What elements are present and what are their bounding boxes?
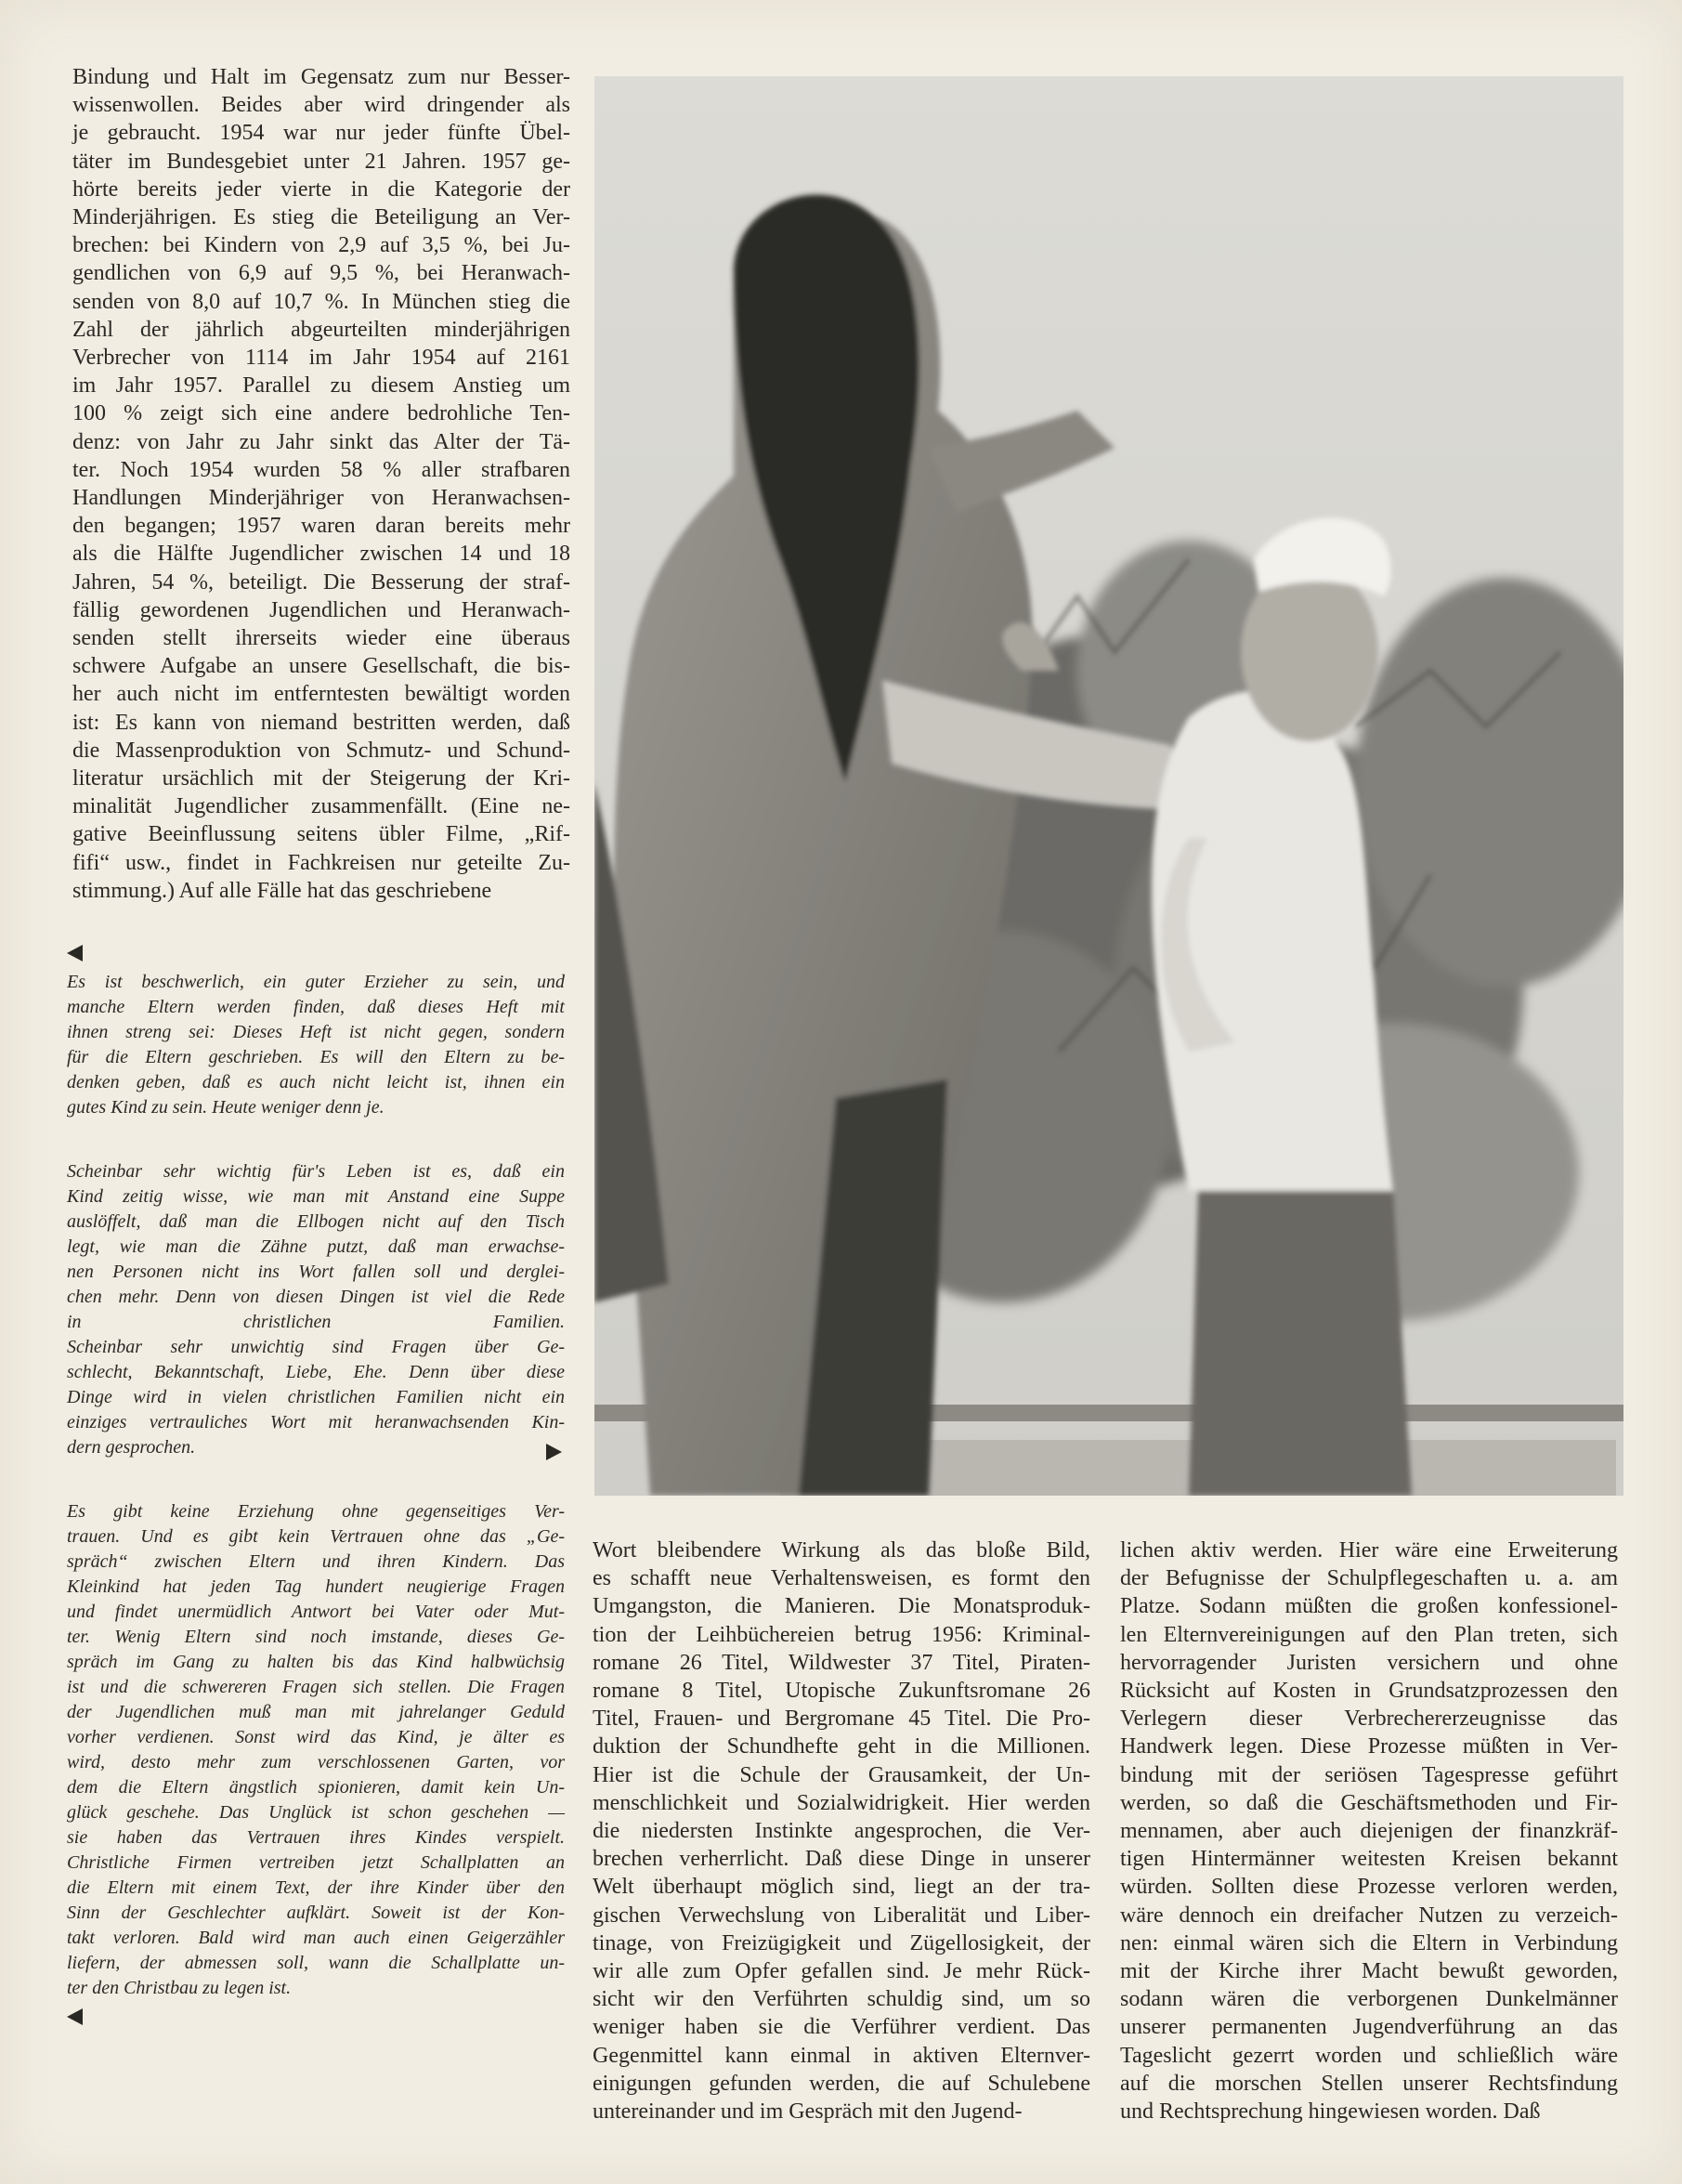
- text-line: Platze. Sodann müßten die großen konfessionel-: [1120, 1594, 1618, 1619]
- text-line: der Befugnisse der Schulpflegeschaften u. a. am: [1120, 1566, 1618, 1591]
- text-line: ter. Wenig Eltern sind noch imstande, dieses Ge-: [67, 1627, 565, 1647]
- text-line: den begangen; 1957 waren daran bereits mehr: [72, 514, 570, 539]
- text-line: Gegenmittel kann einmal in aktiven Elternver-: [593, 2043, 1090, 2068]
- text-line: menschlichkeit und Sozialwidrigkeit. Hier werden: [593, 1790, 1090, 1815]
- text-line: Handwerk legen. Diese Prozesse müßten in Ver-: [1120, 1734, 1618, 1759]
- text-line: unserer permanenten Jugendverführung an das: [1120, 2015, 1618, 2040]
- text-line: manche Eltern werden finden, daß dieses Heft mit: [67, 997, 565, 1017]
- text-line: wird, desto mehr zum verschlossenen Garten, vor: [67, 1752, 565, 1772]
- text-line: Sinn der Geschlechter aufklärt. Soweit ist der Kon-: [67, 1903, 565, 1923]
- text-line: trauen. Und es gibt kein Vertrauen ohne das „Ge-: [67, 1526, 565, 1547]
- text-line: im Jahr 1957. Parallel zu diesem Anstieg um: [72, 373, 570, 399]
- text-line: und findet unermüdlich Antwort bei Vater oder Mut-: [67, 1602, 565, 1622]
- triangle-left-icon: [67, 945, 83, 961]
- text-line: Christliche Firmen vertreiben jetzt Schallplatten an: [67, 1852, 565, 1873]
- text-line: hervorragender Juristen versichern und ohne: [1120, 1650, 1618, 1675]
- text-line: 100 % zeigt sich eine andere bedrohliche Ten-: [72, 401, 570, 426]
- caption-2: [67, 1159, 565, 1460]
- text-line: Tageslicht gezerrt worden und schließlich wäre: [1120, 2043, 1618, 2068]
- text-line: weniger haben sie die Verführer verdient. Das: [593, 2015, 1090, 2040]
- text-line: ter den Christbau zu legen ist.: [67, 1978, 292, 1998]
- text-line: denz: von Jahr zu Jahr sinkt das Alter der Tä-: [72, 429, 570, 454]
- text-line: her auch nicht im entferntesten bewältigt worden: [72, 682, 570, 707]
- text-line: brechen: bei Kindern von 2,9 auf 3,5 %, bei Ju-: [72, 233, 570, 258]
- text-line: Umgangston, die Manieren. Die Monatsproduk-: [593, 1594, 1090, 1619]
- text-line: dem die Eltern ängstlich spionieren, damit kein Un-: [67, 1777, 565, 1798]
- text-line: fällig gewordenen Jugendlichen und Heranwach-: [72, 597, 570, 622]
- text-line: Titel, Frauen- und Bergromane 45 Titel. Die Pro-: [593, 1707, 1090, 1732]
- text-line: in christlichen Familien.: [67, 1312, 565, 1332]
- text-line: literatur ursächlich mit der Steigerung der Kri-: [72, 766, 570, 791]
- text-line: tion der Leihbüchereien betrug 1956: Kriminal-: [593, 1622, 1090, 1647]
- text-line: spräch“ zwischen Eltern und ihren Kindern. Das: [67, 1551, 565, 1572]
- text-line: dern gesprochen.: [67, 1437, 196, 1458]
- text-line: auf die morschen Stellen unserer Rechtsfindung: [1120, 2071, 1618, 2096]
- text-line: Dinge wird in vielen christlichen Familien nicht ein: [67, 1387, 565, 1407]
- text-line: Jahren, 54 %, beteiligt. Die Besserung der straf-: [72, 569, 570, 595]
- text-line: Es gibt keine Erziehung ohne gegenseitiges Ver-: [67, 1501, 565, 1522]
- text-line: sicht wir den Verführten schuldig sind, um so: [593, 1987, 1090, 2012]
- photo-illustration: [594, 76, 1623, 1496]
- photograph-two-teenagers: [594, 76, 1623, 1496]
- text-line: glück geschehe. Das Unglück ist schon geschehen —: [67, 1802, 565, 1823]
- text-line: tinage, von Freizügigkeit und Zügellosigkeit, der: [593, 1930, 1090, 1955]
- text-line: wissenwollen. Beides aber wird dringender als: [72, 93, 570, 118]
- text-line: brechen verherrlicht. Daß diese Dinge in unserer: [593, 1847, 1090, 1872]
- text-line: werden, so daß die Geschäftsmethoden und Fir-: [1120, 1790, 1618, 1815]
- text-line: Hier ist die Schule der Grausamkeit, der Un-: [593, 1762, 1090, 1787]
- text-line: nen: einmal wären sich die Eltern in Verbindung: [1120, 1930, 1618, 1955]
- body-column-middle: [593, 1537, 1090, 2125]
- text-line: takt verloren. Bald wird man auch einen Geigerzähler: [67, 1928, 565, 1948]
- text-line: vorher verdienen. Sonst wird das Kind, je älter es: [67, 1727, 565, 1747]
- text-line: senden von 8,0 auf 10,7 %. In München stieg die: [72, 289, 570, 314]
- text-line: Kleinkind hat jeden Tag hundert neugierige Fragen: [67, 1576, 565, 1597]
- text-line: gischen Verwechslung von Liberalität und Liber-: [593, 1903, 1090, 1928]
- text-line: minalität Jugendlicher zusammenfällt. (Eine ne-: [72, 794, 570, 819]
- text-line: der Jugendlichen muß man mit jahrelanger Geduld: [67, 1702, 565, 1722]
- text-line: mennamen, aber auch diejenigen der finanzkräf-: [1120, 1819, 1618, 1844]
- text-line: als die Hälfte Jugendlicher zwischen 14 und 18: [72, 542, 570, 567]
- text-line: Kind zeitig wisse, wie man mit Anstand eine Suppe: [67, 1186, 565, 1207]
- text-line: romane 8 Titel, Utopische Zukunftsromane 26: [593, 1679, 1090, 1704]
- text-line: sodann wären die verborgenen Dunkelmänner: [1120, 1987, 1618, 2012]
- text-line: Es ist beschwerlich, ein guter Erzieher zu sein, und: [67, 972, 565, 992]
- text-line: legt, wie man die Zähne putzt, daß man erwachse-: [67, 1236, 565, 1257]
- text-line: fifi“ usw., findet in Fachkreisen nur geteilte Zu-: [72, 850, 570, 875]
- text-line: nen Personen nicht ins Wort fallen soll und derglei-: [67, 1262, 565, 1282]
- text-line: einigungen gefunden werden, die auf Schulebene: [593, 2071, 1090, 2096]
- text-line: stimmung.) Auf alle Fälle hat das geschriebene: [72, 878, 492, 903]
- text-line: sie haben das Vertrauen ihres Kindes verspielt.: [67, 1827, 565, 1848]
- text-line: die niedersten Instinkte angesprochen, die Ver-: [593, 1819, 1090, 1844]
- text-line: chen mehr. Denn von diesen Dingen ist viel die Rede: [67, 1287, 565, 1307]
- text-line: wir alle zum Opfer gefallen sind. Je mehr Rück-: [593, 1959, 1090, 1984]
- text-line: hörte bereits jeder vierte in die Kategorie der: [72, 177, 570, 202]
- text-line: für die Eltern geschrieben. Es will den Eltern zu be-: [67, 1047, 565, 1067]
- text-line: Bindung und Halt im Gegensatz zum nur Besser-: [72, 65, 570, 89]
- text-line: wäre dennoch ein dreifacher Nutzen zu verzeich-: [1120, 1903, 1618, 1928]
- text-line: täter im Bundesgebiet unter 21 Jahren. 1957 ge-: [72, 149, 570, 174]
- text-line: auslöffelt, daß man die Ellbogen nicht auf den Tisch: [67, 1211, 565, 1232]
- text-line: Minderjährigen. Es stieg die Beteiligung an Ver-: [72, 205, 570, 230]
- text-line: duktion der Schundhefte geht in die Millionen.: [593, 1734, 1090, 1759]
- text-line: einziges vertrauliches Wort mit heranwachsenden Kin-: [67, 1412, 565, 1432]
- text-line: Rücksicht auf Kosten in Grundsatzprozessen den: [1120, 1679, 1618, 1704]
- text-line: mit der Kirche ihrer Macht bewußt geworden,: [1120, 1959, 1618, 1984]
- text-line: die Eltern mit einem Text, der ihre Kinder über den: [67, 1877, 565, 1898]
- text-line: liefern, der abmessen soll, wann die Schallplatte un-: [67, 1953, 565, 1973]
- text-line: gendlichen von 6,9 auf 9,5 %, bei Heranwach-: [72, 261, 570, 286]
- text-line: ist und die schwereren Fragen sich stellen. Die Fragen: [67, 1677, 565, 1697]
- text-line: ter. Noch 1954 wurden 58 % aller strafbaren: [72, 457, 570, 482]
- text-line: gutes Kind zu sein. Heute weniger denn je.: [67, 1097, 385, 1118]
- text-line: die Massenproduktion von Schmutz- und Schund-: [72, 738, 570, 763]
- text-line: ihnen streng sei: Dieses Heft ist nicht gegen, sondern: [67, 1022, 565, 1042]
- body-column-left: [72, 63, 570, 905]
- text-line: schlecht, Bekanntschaft, Liebe, Ehe. Denn über diese: [67, 1362, 565, 1382]
- text-line: tigen Hintermänner weitesten Kreisen bekannt: [1120, 1847, 1618, 1872]
- text-line: lichen aktiv werden. Hier wäre eine Erweiterung: [1120, 1538, 1618, 1563]
- text-line: gative Beeinflussung seitens übler Filme, „Rif-: [72, 822, 570, 847]
- text-line: und Rechtsprechung hingewiesen worden. Daß: [1120, 2099, 1541, 2125]
- text-line: je gebraucht. 1954 war nur jeder fünfte Übel-: [72, 121, 570, 146]
- caption-1: [67, 970, 565, 1120]
- text-line: Wort bleibendere Wirkung als das bloße Bild,: [593, 1538, 1090, 1563]
- text-line: Verbrecher von 1114 im Jahr 1954 auf 2161: [72, 346, 570, 371]
- text-line: Verlegern dieser Verbrechererzeugnisse das: [1120, 1707, 1618, 1732]
- text-line: bindung mit der seriösen Tagespresse geführt: [1120, 1762, 1618, 1787]
- text-line: senden stellt ihrerseits wieder eine überaus: [72, 626, 570, 651]
- text-line: schwere Aufgabe an unsere Gesellschaft, die bis-: [72, 654, 570, 679]
- text-line: es schafft neue Verhaltensweisen, es formt den: [593, 1566, 1090, 1591]
- text-line: ist: Es kann von niemand bestritten werden, daß: [72, 710, 570, 735]
- text-line: Scheinbar sehr unwichtig sind Fragen über Ge-: [67, 1337, 565, 1357]
- text-line: romane 26 Titel, Wildwester 37 Titel, Piraten-: [593, 1650, 1090, 1675]
- text-line: untereinander und im Gespräch mit den Jugend-: [593, 2099, 1023, 2125]
- text-line: Welt überhaupt möglich sind, liegt an der tra-: [593, 1875, 1090, 1900]
- caption-3: [67, 1499, 565, 2001]
- body-column-right: [1120, 1537, 1618, 2125]
- text-line: Zahl der jährlich abgeurteilten minderjährigen: [72, 317, 570, 342]
- text-line: len Elternvereinigungen auf den Plan treten, sich: [1120, 1622, 1618, 1647]
- text-line: würden. Sollten diese Prozesse verloren werden,: [1120, 1875, 1618, 1900]
- text-line: spräch im Gang zu halten bis das Kind halbwüchsig: [67, 1652, 565, 1672]
- text-line: Scheinbar sehr wichtig für's Leben ist es, daß ein: [67, 1161, 565, 1182]
- text-line: denken geben, daß es auch nicht leicht ist, ihnen ein: [67, 1072, 565, 1092]
- triangle-right-icon: [546, 1444, 562, 1460]
- triangle-left-icon: [67, 2008, 83, 2025]
- text-line: Handlungen Minderjähriger von Heranwachsen-: [72, 486, 570, 511]
